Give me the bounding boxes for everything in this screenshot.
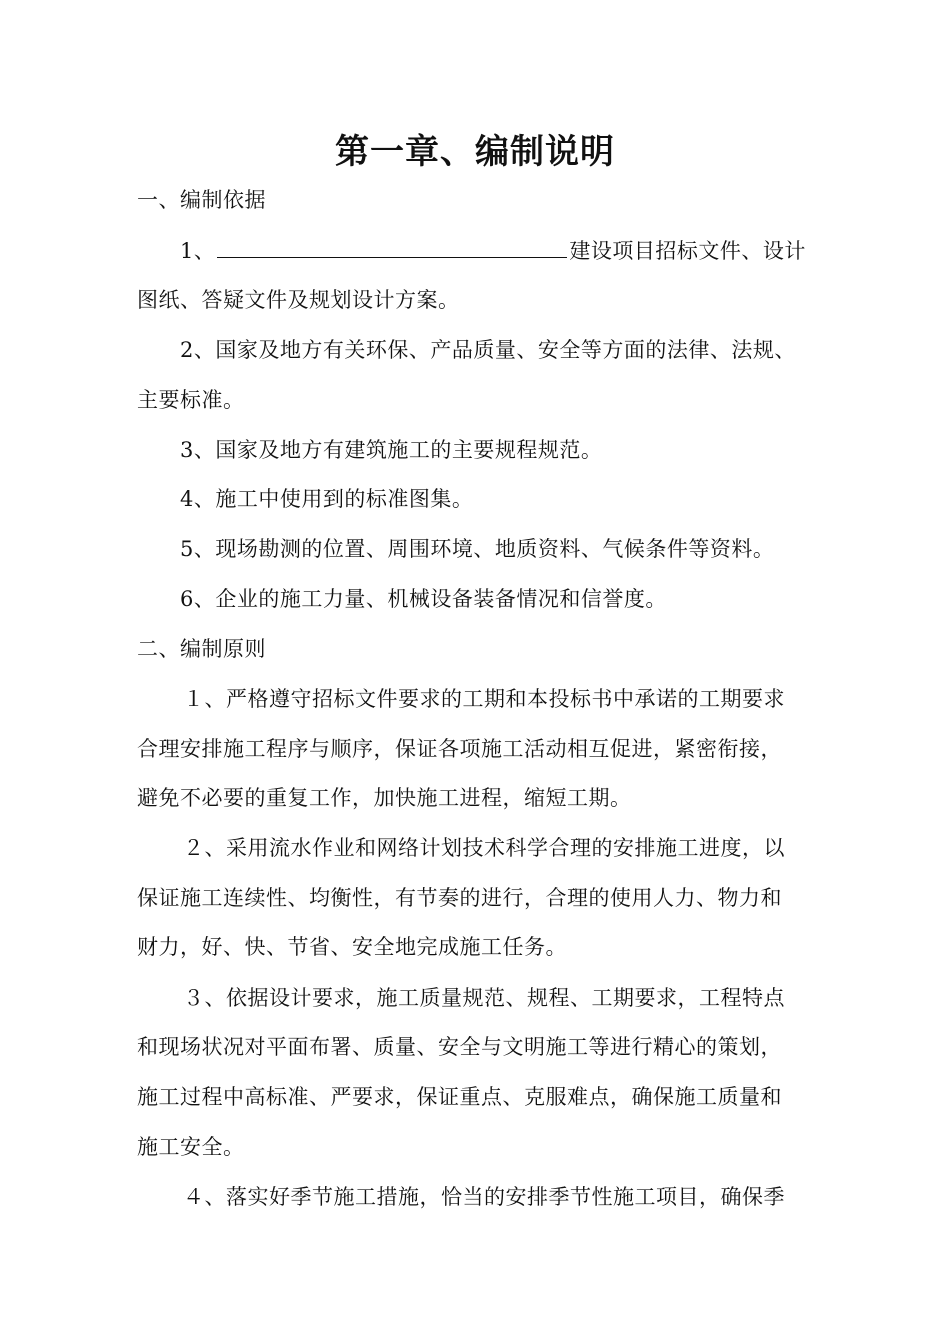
project-name-blank: [217, 237, 567, 258]
chapter-title: 第一章、编制说明: [335, 132, 615, 172]
principle-4-line-1: ４、落实好季节施工措施，恰当的安排季节性施工项目，确保季: [183, 1185, 785, 1209]
basis-item-5: 5、现场勘测的位置、周围环境、地质资料、气候条件等资料。: [180, 537, 775, 561]
principle-2-line-3: 财力，好、快、节省、安全地完成施工任务。: [137, 935, 567, 959]
principle-3-line-1: ３、依据设计要求，施工质量规范、规程、工期要求，工程特点: [183, 986, 785, 1010]
principle-2-line-2: 保证施工连续性、均衡性，有节奏的进行，合理的使用人力、物力和: [137, 886, 782, 910]
basis-item-2: 2、国家及地方有关环保、产品质量、安全等方面的法律、法规、: [180, 338, 796, 362]
section-heading-basis: 一、编制依据: [137, 188, 266, 212]
principle-3-line-4: 施工安全。: [137, 1135, 245, 1159]
basis-item-4: 4、施工中使用到的标准图集。: [180, 487, 474, 511]
principle-1-line-1: １、严格遵守招标文件要求的工期和本投标书中承诺的工期要求: [183, 687, 785, 711]
principle-3-line-3: 施工过程中高标准、严要求，保证重点、克服难点，确保施工质量和: [137, 1085, 782, 1109]
basis-item-1-continued: 图纸、答疑文件及规划设计方案。: [137, 288, 460, 312]
principle-1-line-2: 合理安排施工程序与顺序，保证各项施工活动相互促进，紧密衔接，: [137, 737, 782, 761]
basis-item-2-continued: 主要标准。: [137, 388, 245, 412]
basis-item-1-prefix: 1、: [180, 239, 216, 263]
principle-1-line-3: 避免不必要的重复工作，加快施工进程，缩短工期。: [137, 786, 632, 810]
principle-3-line-2: 和现场状况对平面布署、质量、安全与文明施工等进行精心的策划，: [137, 1035, 782, 1059]
basis-item-6: 6、企业的施工力量、机械设备装备情况和信誉度。: [180, 587, 667, 611]
section-heading-principles: 二、编制原则: [137, 637, 266, 661]
principle-2-line-1: ２、采用流水作业和网络计划技术科学合理的安排施工进度，以: [183, 836, 785, 860]
basis-item-1-suffix: 建设项目招标文件、设计: [569, 239, 806, 263]
basis-item-1: [180, 236, 806, 266]
basis-item-3: 3、国家及地方有建筑施工的主要规程规范。: [180, 438, 603, 462]
